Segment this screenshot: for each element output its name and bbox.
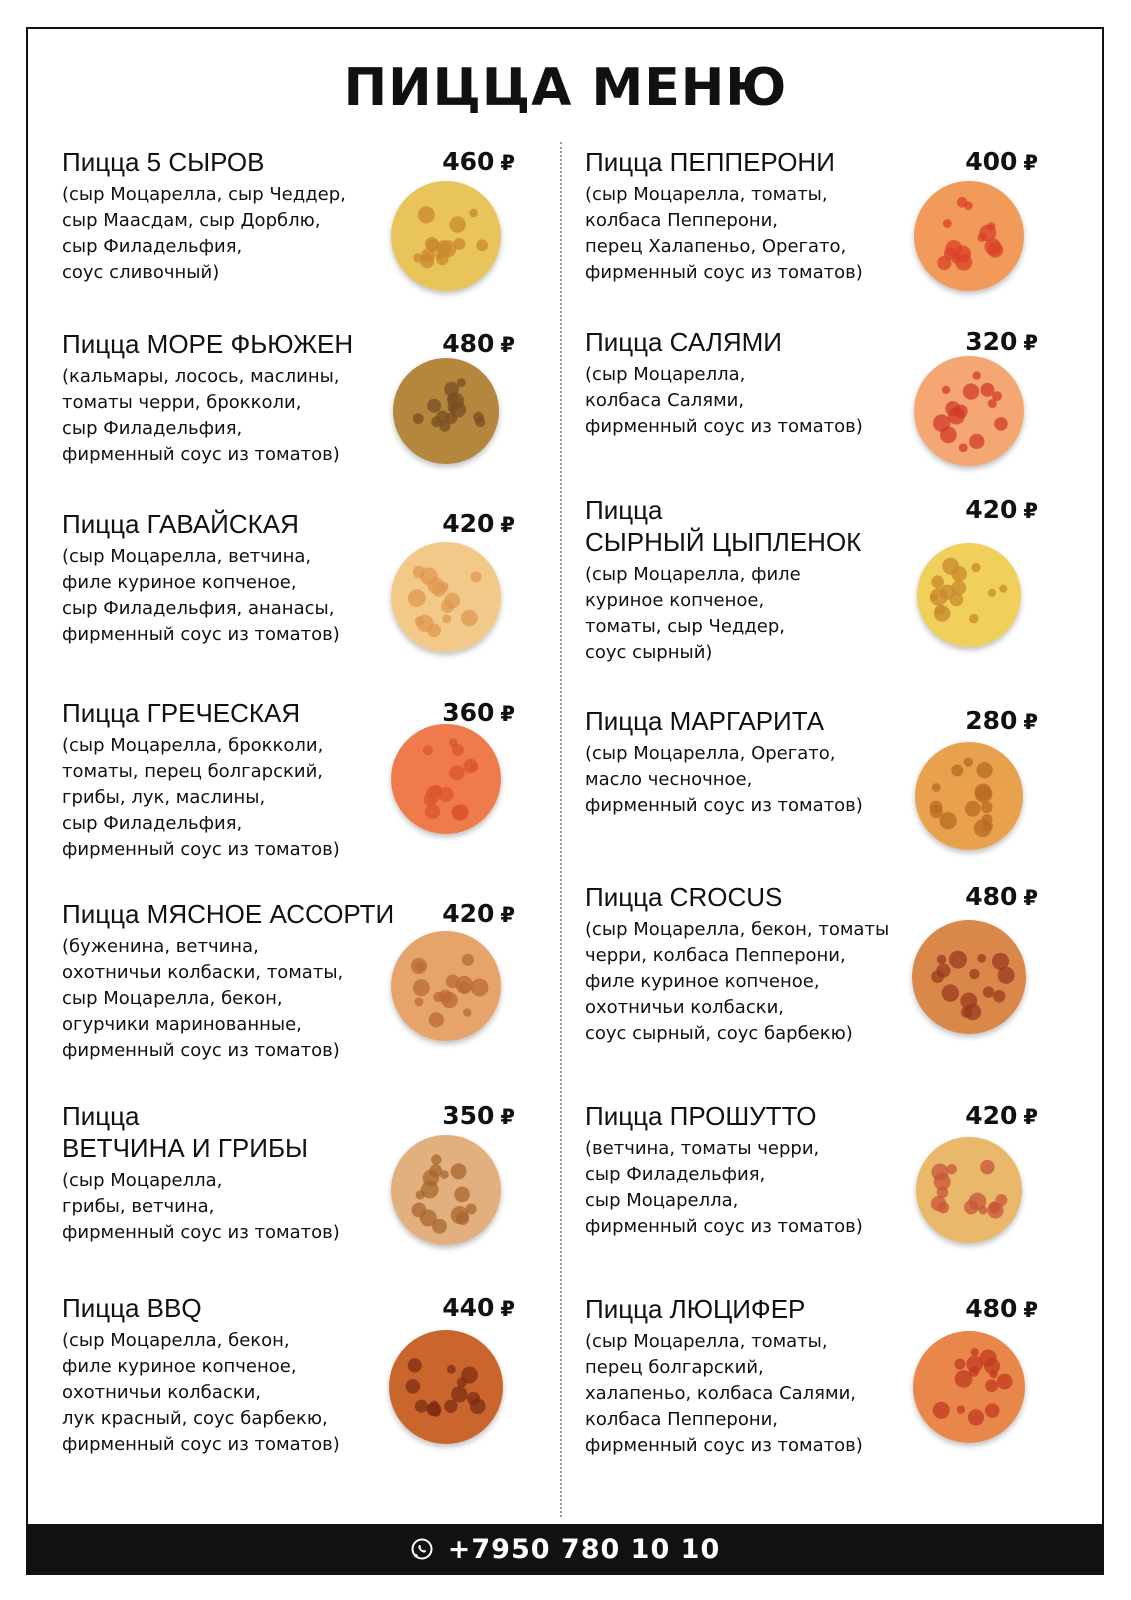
pizza-price <box>965 147 1038 176</box>
ingredient-line: (буженина, ветчина, <box>62 936 259 957</box>
price-value: 420 <box>965 1101 1018 1130</box>
pizza-price <box>965 327 1038 356</box>
price-value: 420 <box>965 495 1018 524</box>
ingredient-line: фирменный соус из томатов) <box>62 1040 340 1061</box>
pizza-name-line: Пицца CROCUS <box>585 882 783 912</box>
pizza-toppings <box>914 356 1024 466</box>
ingredient-line: фирменный соус из томатов) <box>585 416 863 437</box>
pizza-toppings <box>391 724 501 834</box>
ingredient-line: (ветчина, томаты черри, <box>585 1138 820 1159</box>
currency-sign: ₽ <box>500 333 515 357</box>
ingredient-line: фирменный соус из томатов) <box>585 795 863 816</box>
pizza-photo <box>389 1330 503 1444</box>
ingredient-line: фирменный соус из томатов) <box>62 839 340 860</box>
pizza-photo <box>393 358 499 464</box>
pizza-photo <box>916 1137 1022 1243</box>
pizza-price <box>442 899 515 928</box>
ingredient-line: халапеньо, колбаса Салями, <box>585 1383 856 1404</box>
pizza-price <box>442 509 515 538</box>
pizza-price <box>965 882 1038 911</box>
pizza-photo <box>915 742 1023 850</box>
pizza-price <box>965 1101 1038 1130</box>
price-value: 360 <box>442 698 495 727</box>
price-value: 420 <box>442 899 495 928</box>
pizza-toppings <box>914 181 1024 291</box>
ingredient-line: фирменный соус из томатов) <box>62 624 340 645</box>
pizza-toppings <box>393 358 499 464</box>
ingredient-line: сыр Филадельфия, <box>62 813 243 834</box>
pizza-name-line: Пицца ГАВАЙСКАЯ <box>62 509 299 539</box>
pizza-name-line: Пицца <box>585 495 663 525</box>
pizza-photo <box>391 542 501 652</box>
ingredient-line: колбаса Пепперони, <box>585 210 779 231</box>
ingredient-line: грибы, лук, маслины, <box>62 787 266 808</box>
ingredient-line: (сыр Моцарелла, <box>585 364 746 385</box>
currency-sign: ₽ <box>500 903 515 927</box>
ingredient-line: сыр Филадельфия, <box>585 1164 766 1185</box>
pizza-photo <box>391 1135 501 1245</box>
ingredient-line: фирменный соус из томатов) <box>62 1222 340 1243</box>
pizza-photo <box>917 543 1021 647</box>
column-divider <box>560 142 562 1517</box>
ingredient-line: (сыр Моцарелла, томаты, <box>585 184 828 205</box>
currency-sign: ₽ <box>1023 886 1038 910</box>
pizza-name-line: Пицца МАРГАРИТА <box>585 706 825 736</box>
ingredient-line: (сыр Моцарелла, брокколи, <box>62 735 324 756</box>
currency-sign: ₽ <box>1023 1298 1038 1322</box>
pizza-photo <box>912 920 1026 1034</box>
pizza-photo <box>913 1331 1025 1443</box>
ingredient-line: куриное копченое, <box>585 590 765 611</box>
whatsapp-icon <box>410 1537 434 1561</box>
price-value: 320 <box>965 327 1018 356</box>
ingredient-line: сыр Филадельфия, <box>62 418 243 439</box>
pizza-toppings <box>391 542 501 652</box>
pizza-name-line: Пицца 5 СЫРОВ <box>62 147 265 177</box>
ingredient-line: соус сырный) <box>585 642 713 663</box>
pizza-toppings <box>391 1135 501 1245</box>
pizza-photo <box>914 356 1024 466</box>
currency-sign: ₽ <box>1023 499 1038 523</box>
ingredient-line: (сыр Моцарелла, томаты, <box>585 1331 828 1352</box>
pizza-toppings <box>913 1331 1025 1443</box>
ingredient-line: перец Халапеньо, Орегато, <box>585 236 847 257</box>
ingredient-line: (сыр Моцарелла, Орегато, <box>585 743 836 764</box>
ingredient-line: черри, колбаса Пепперони, <box>585 945 846 966</box>
pizza-price <box>442 1101 515 1130</box>
price-value: 480 <box>965 1294 1018 1323</box>
currency-sign: ₽ <box>500 151 515 175</box>
pizza-name-line: Пицца <box>62 1101 140 1131</box>
ingredient-line: фирменный соус из томатов) <box>585 262 863 283</box>
currency-sign: ₽ <box>1023 151 1038 175</box>
currency-sign: ₽ <box>500 513 515 537</box>
pizza-price <box>442 1293 515 1322</box>
ingredient-line: (сыр Моцарелла, филе <box>585 564 801 585</box>
ingredient-line: сыр Филадельфия, ананасы, <box>62 598 335 619</box>
ingredient-line: томаты, сыр Чеддер, <box>585 616 786 637</box>
ingredient-line: фирменный соус из томатов) <box>62 444 340 465</box>
ingredient-line: фирменный соус из томатов) <box>62 1434 340 1455</box>
ingredient-line: охотничьи колбаски, <box>62 1382 262 1403</box>
ingredient-line: фирменный соус из томатов) <box>585 1435 863 1456</box>
pizza-name-line: Пицца ЛЮЦИФЕР <box>585 1294 806 1324</box>
ingredient-line: грибы, ветчина, <box>62 1196 215 1217</box>
price-value: 460 <box>442 147 495 176</box>
pizza-price <box>965 1294 1038 1323</box>
price-value: 280 <box>965 706 1018 735</box>
currency-sign: ₽ <box>1023 331 1038 355</box>
pizza-toppings <box>391 181 501 291</box>
currency-sign: ₽ <box>1023 1105 1038 1129</box>
currency-sign: ₽ <box>1023 710 1038 734</box>
ingredient-line: соус сливочный) <box>62 262 220 283</box>
pizza-photo <box>391 724 501 834</box>
ingredient-line: (сыр Моцарелла, сыр Чеддер, <box>62 184 346 205</box>
ingredient-line: сыр Маасдам, сыр Дорблю, <box>62 210 321 231</box>
price-value: 420 <box>442 509 495 538</box>
ingredient-line: охотничьи колбаски, <box>585 997 785 1018</box>
ingredient-line: (сыр Моцарелла, бекон, томаты <box>585 919 890 940</box>
pizza-name-line: Пицца ПЕППЕРОНИ <box>585 147 835 177</box>
pizza-name-line: СЫРНЫЙ ЦЫПЛЕНОК <box>585 527 862 557</box>
pizza-name-line: Пицца САЛЯМИ <box>585 327 782 357</box>
ingredient-line: колбаса Пепперони, <box>585 1409 779 1430</box>
ingredient-line: томаты черри, брокколи, <box>62 392 302 413</box>
ingredient-line: соус сырный, соус барбекю) <box>585 1023 853 1044</box>
pizza-toppings <box>389 1330 503 1444</box>
ingredient-line: томаты, перец болгарский, <box>62 761 323 782</box>
ingredient-line: масло чесночное, <box>585 769 753 790</box>
price-value: 440 <box>442 1293 495 1322</box>
currency-sign: ₽ <box>500 1297 515 1321</box>
ingredient-line: перец болгарский, <box>585 1357 764 1378</box>
pizza-toppings <box>391 931 501 1041</box>
pizza-photo <box>391 181 501 291</box>
pizza-name-line: ВЕТЧИНА И ГРИБЫ <box>62 1133 309 1163</box>
ingredient-line: фирменный соус из томатов) <box>585 1216 863 1237</box>
ingredient-line: огурчики маринованные, <box>62 1014 302 1035</box>
pizza-name-line: Пицца МЯСНОЕ АССОРТИ <box>62 899 395 929</box>
pizza-name-line: Пицца МОРЕ ФЬЮЖЕН <box>62 329 354 359</box>
ingredient-line: (сыр Моцарелла, бекон, <box>62 1330 290 1351</box>
pizza-name-line: Пицца ГРЕЧЕСКАЯ <box>62 698 301 728</box>
ingredient-line: сыр Моцарелла, бекон, <box>62 988 283 1009</box>
pizza-name-line: Пицца ПРОШУТТО <box>585 1101 817 1131</box>
ingredient-line: (кальмары, лосось, маслины, <box>62 366 340 387</box>
pizza-price <box>442 698 515 727</box>
ingredient-line: (сыр Моцарелла, ветчина, <box>62 546 312 567</box>
phone-number[interactable]: +7950 780 10 10 <box>447 1533 721 1565</box>
pizza-price <box>442 147 515 176</box>
price-value: 350 <box>442 1101 495 1130</box>
pizza-price <box>442 329 515 358</box>
pizza-photo <box>391 931 501 1041</box>
pizza-name-line: Пицца BBQ <box>62 1293 202 1323</box>
ingredient-line: сыр Филадельфия, <box>62 236 243 257</box>
pizza-price <box>965 495 1038 524</box>
ingredient-line: колбаса Салями, <box>585 390 745 411</box>
ingredient-line: филе куриное копченое, <box>62 1356 297 1377</box>
pizza-toppings <box>917 543 1021 647</box>
price-value: 400 <box>965 147 1018 176</box>
ingredient-line: (сыр Моцарелла, <box>62 1170 223 1191</box>
ingredient-line: филе куриное копченое, <box>585 971 820 992</box>
price-value: 480 <box>442 329 495 358</box>
contact-bar <box>28 1524 1102 1574</box>
ingredient-line: охотничьи колбаски, томаты, <box>62 962 344 983</box>
currency-sign: ₽ <box>500 702 515 726</box>
page-title: ПИЦЦА МЕНЮ <box>343 58 788 118</box>
pizza-photo <box>914 181 1024 291</box>
pizza-price <box>965 706 1038 735</box>
ingredient-line: филе куриное копченое, <box>62 572 297 593</box>
pizza-toppings <box>915 742 1023 850</box>
pizza-toppings <box>912 920 1026 1034</box>
pizza-toppings <box>916 1137 1022 1243</box>
ingredient-line: лук красный, соус барбекю, <box>62 1408 328 1429</box>
price-value: 480 <box>965 882 1018 911</box>
currency-sign: ₽ <box>500 1105 515 1129</box>
ingredient-line: сыр Моцарелла, <box>585 1190 739 1211</box>
